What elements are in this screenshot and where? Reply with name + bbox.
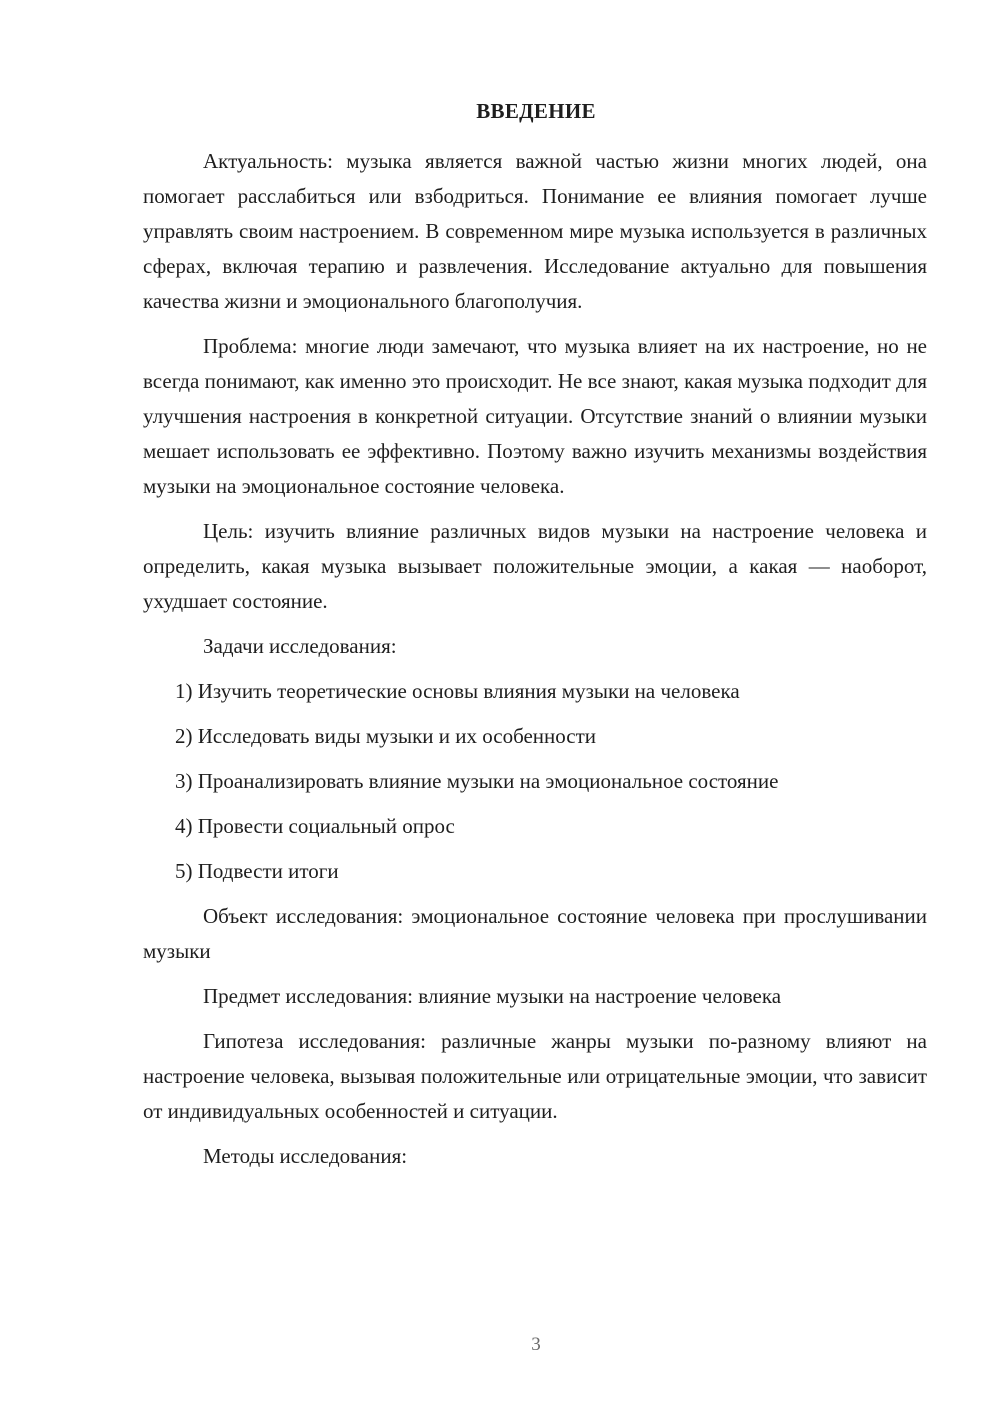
section-title: ВВЕДЕНИЕ [476,99,596,123]
methods-heading: Методы исследования: [203,1144,408,1168]
task-item-3: 3) Проанализировать влияние музыки на эмоциональное состояние [175,769,779,793]
page-number: 3 [531,1334,541,1355]
paragraph-problem: Проблема: многие люди замечают, что музыка влияет на их настроение, но не всегда понимают, как именно это происходит. Не все знают, какая музыка подходит для улучшения настроения в конкретной ситуации. Отсутствие знаний о влиянии музыки мешает использовать ее эффективно. Поэтому важно изучить механизмы воздействия музыки на эмоциональное состояние человека. [143,334,927,498]
tasks-heading: Задачи исследования: [203,634,397,658]
task-item-1: 1) Изучить теоретические основы влияния музыки на человека [175,679,740,703]
body-text [143,144,927,1174]
paragraph-goal: Цель: изучить влияние различных видов музыки на настроение человека и определить, какая музыка вызывает положительные эмоции, а какая — наоборот, ухудшает состояние. [143,519,927,613]
paragraph-subject: Предмет исследования: влияние музыки на настроение человека [203,984,782,1008]
tasks-list [143,674,927,889]
paragraph-relevance: Актуальность: музыка является важной частью жизни многих людей, она помогает расслабиться или взбодриться. Понимание ее влияния помогает лучше управлять своим настроением. В современном мире музыка используется в различных сферах, включая терапию и развлечения. Исследование актуально для повышения качества жизни и эмоционального благополучия. [143,149,927,313]
task-item-4: 4) Провести социальный опрос [175,814,455,838]
paragraph-object: Объект исследования: эмоциональное состояние человека при прослушивании музыки [143,904,927,963]
task-item-2: 2) Исследовать виды музыки и их особенности [175,724,597,748]
task-item-5: 5) Подвести итоги [175,859,339,883]
paragraph-hypothesis: Гипотеза исследования: различные жанры музыки по-разному влияют на настроение человека, вызывая положительные или отрицательные эмоции, что зависит от индивидуальных особенностей и ситуации. [143,1029,927,1123]
